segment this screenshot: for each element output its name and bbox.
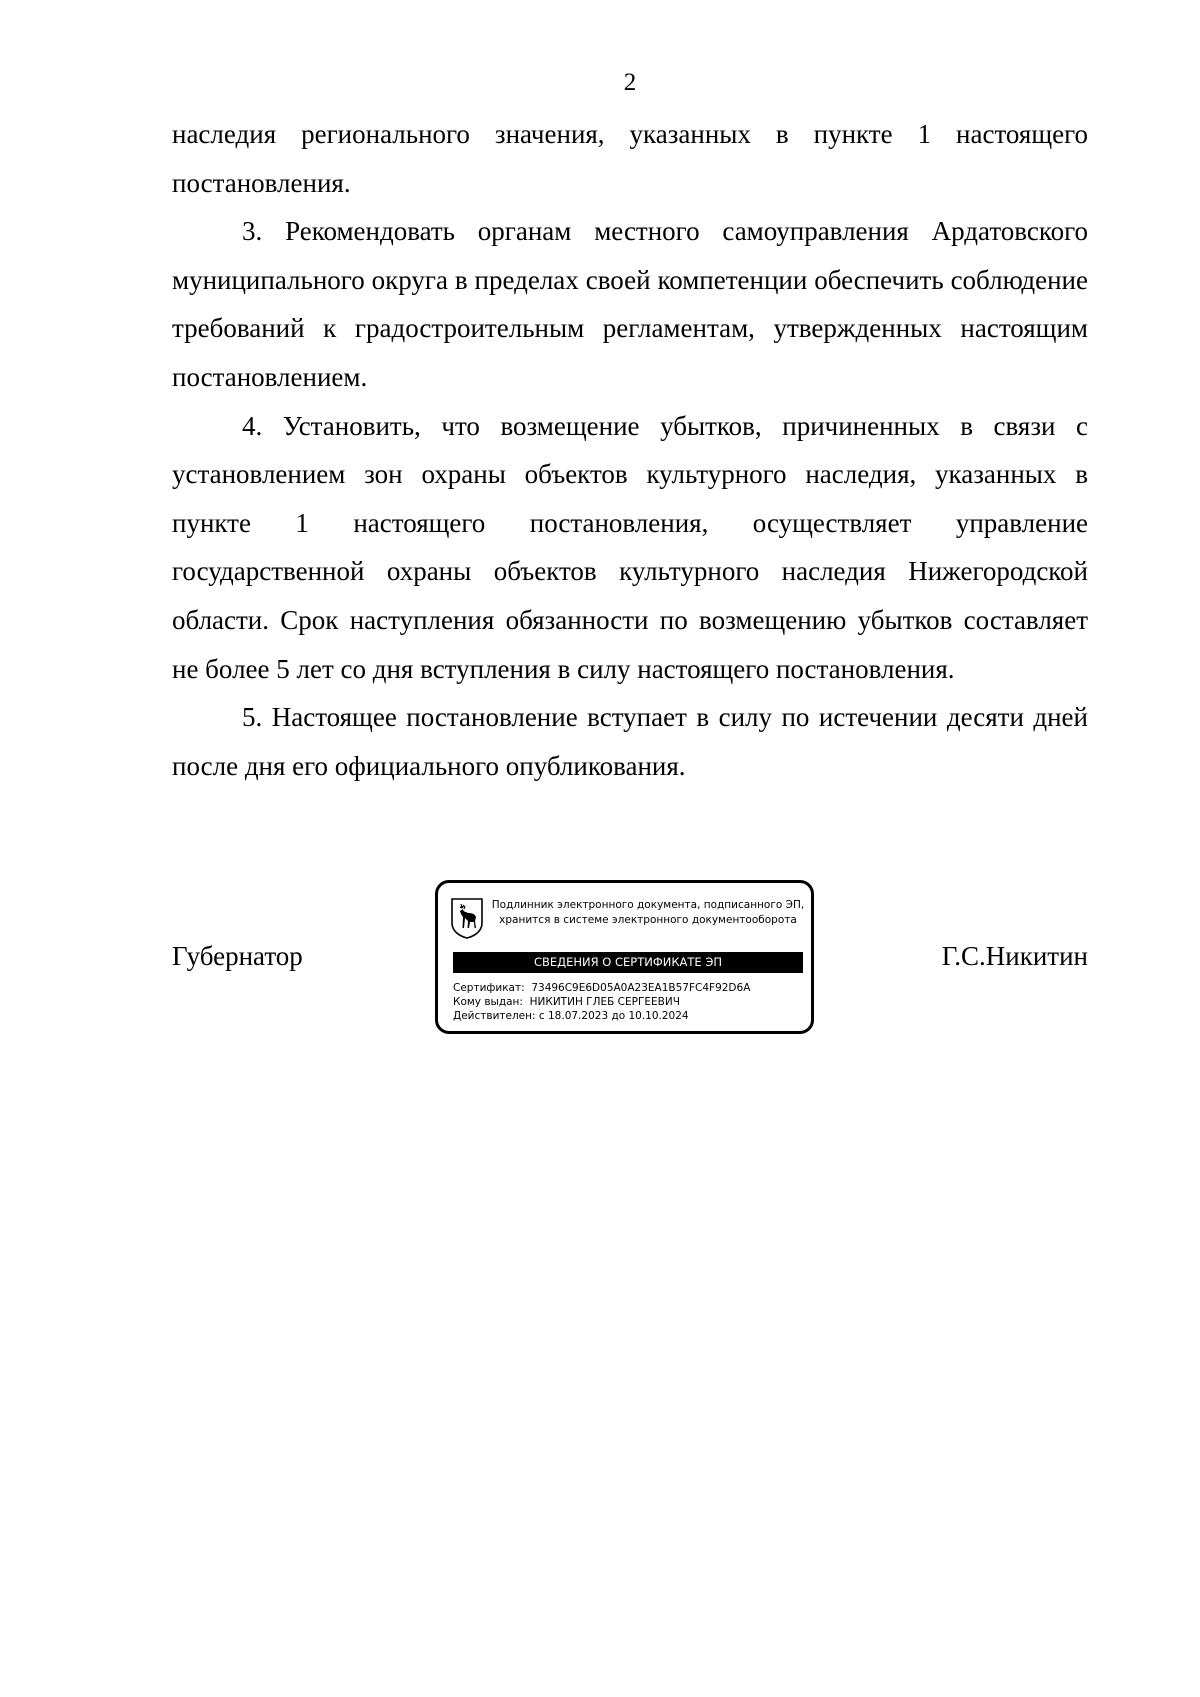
certificate-info-bar: СВЕДЕНИЯ О СЕРТИФИКАТЕ ЭП [453,952,803,973]
stamp-header [488,898,808,928]
document-body [172,110,1088,790]
validity-row [453,1009,805,1023]
paragraph-continuation: наследия регионального значения, указанных в пункте 1 настоящего постановления. [172,119,1088,198]
stamp-header-line-1: Подлинник электронного документа, подписанного ЭП, [491,899,805,911]
issued-to-label: Кому выдан: [453,996,523,1008]
deer-emblem-icon [449,897,485,939]
signatory-name: Г.С.Никитин [941,941,1088,971]
stamp-header-line-2: хранится в системе электронного документооборота [499,914,797,926]
certificate-details [453,981,805,1023]
paragraph-3: 3. Рекомендовать органам местного самоуправления Ардатовского муниципального округа в пределах своей компетенции обеспечить соблюдение требований к градостроительным регламентам, утвержденных настоящим постановлением. [172,216,1088,392]
issued-to-value: НИКИТИН ГЛЕБ СЕРГЕЕВИЧ [529,996,680,1008]
signatory-position: Губернатор [172,941,303,971]
paragraph-4: 4. Установить, что возмещение убытков, причиненных в связи с установлением зон охраны объектов культурного наследия, указанных в пункте 1 настоящего постановления, осуществляет управление государственной охраны объектов культурного наследия Нижегородской области. Срок наступления обязанности по возмещению убытков составляет не более 5 лет со дня вступления в силу настоящего постановления. [172,410,1088,684]
paragraph-5: 5. Настоящее постановление вступает в силу по истечении десяти дней после дня его официального опубликования. [172,702,1088,781]
certificate-label: Сертификат: [453,982,525,994]
page-number: 2 [623,69,637,96]
validity-value: с 18.07.2023 до 10.10.2024 [538,1010,689,1022]
electronic-signature-stamp [435,880,814,1034]
certificate-value: 73496C9E6D05A0A23EA1B57FC4F92D6A [531,982,751,994]
issued-to-row [453,995,805,1009]
validity-label: Действителен: [453,1010,536,1022]
certificate-row [453,981,805,995]
